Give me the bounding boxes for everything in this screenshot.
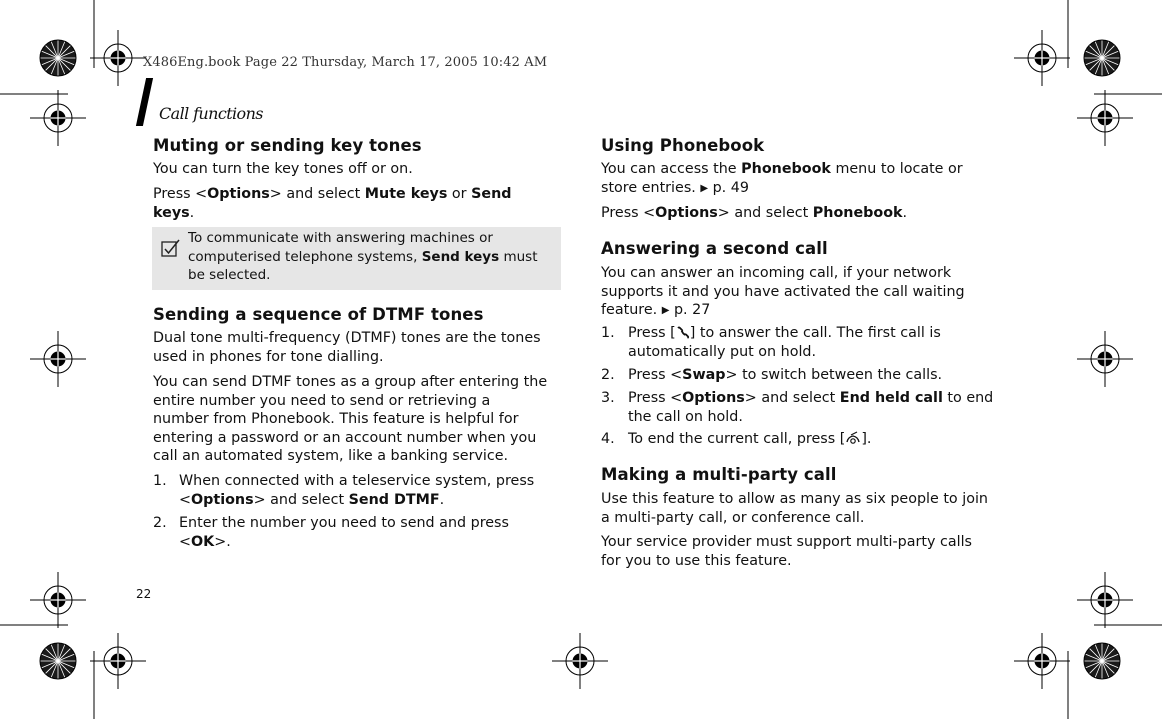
paragraph: You can turn the key tones off or on. [153, 161, 413, 177]
paragraph: Your service provider must support multi-party calls for you to use this feature. [601, 534, 972, 569]
step-number: 4. [601, 431, 615, 447]
heading-muting-key-tones: Muting or sending key tones [153, 136, 422, 155]
checkbox-note-icon [161, 239, 181, 257]
page-ref-arrow-icon: ▶ [700, 182, 709, 194]
paragraph: Press <Options> and select Phonebook. [601, 205, 908, 221]
heading-answering-second-call: Answering a second call [601, 239, 828, 258]
note-box [152, 227, 561, 290]
heading-multi-party-call: Making a multi-party call [601, 465, 837, 484]
step-number: 1. [153, 473, 167, 489]
paragraph: You can access the Phonebook menu to locate or store entries. ▶ p. 49 [601, 161, 963, 196]
paragraph: Press <Options> and select Mute keys or Send keys. [153, 186, 512, 221]
note-text: To communicate with answering machines or computerised telephone systems, Send keys must be selected. [188, 230, 538, 283]
end-key-icon [845, 431, 861, 445]
page-number: 22 [136, 587, 152, 601]
step-number: 3. [601, 390, 615, 406]
step-text: Press <Swap> to switch between the calls. [628, 367, 943, 383]
heading-using-phonebook: Using Phonebook [601, 136, 765, 155]
step-text: Enter the number you need to send and press <OK>. [179, 515, 509, 550]
step-number: 1. [601, 325, 615, 341]
running-head: Call functions [159, 104, 263, 123]
paragraph: Dual tone multi-frequency (DTMF) tones are the tones used in phones for tone dialling. [153, 330, 541, 365]
page-ref-arrow-icon: ▶ [661, 305, 670, 316]
step-text: Press <Options> and select End held call to end the call on hold. [628, 390, 994, 425]
step-number: 2. [601, 367, 615, 383]
send-key-icon [676, 325, 690, 339]
print-slug: X486Eng.book Page 22 Thursday, March 17, 2005 10:42 AM [143, 55, 548, 70]
step-text: Press [ ] to answer the call. The first call is automatically put on hold. [628, 325, 941, 360]
heading-dtmf-tones: Sending a sequence of DTMF tones [153, 305, 484, 324]
paragraph: Use this feature to allow as many as six people to join a multi-party call, or conference call. [601, 491, 988, 526]
step-text: When connected with a teleservice system, press <Options> and select Send DTMF. [179, 473, 535, 508]
step-number: 2. [153, 515, 167, 531]
step-text: To end the current call, press [ ]. [628, 431, 872, 447]
paragraph: You can answer an incoming call, if your network supports it and you have activated the call waiting feature. ▶ p. 27 [601, 265, 965, 318]
paragraph: You can send DTMF tones as a group after entering the entire number you need to send or retrieving a number from Phonebook. This feature is helpful for entering a password or an account number when you call an automated system, like a banking service. [153, 374, 548, 464]
